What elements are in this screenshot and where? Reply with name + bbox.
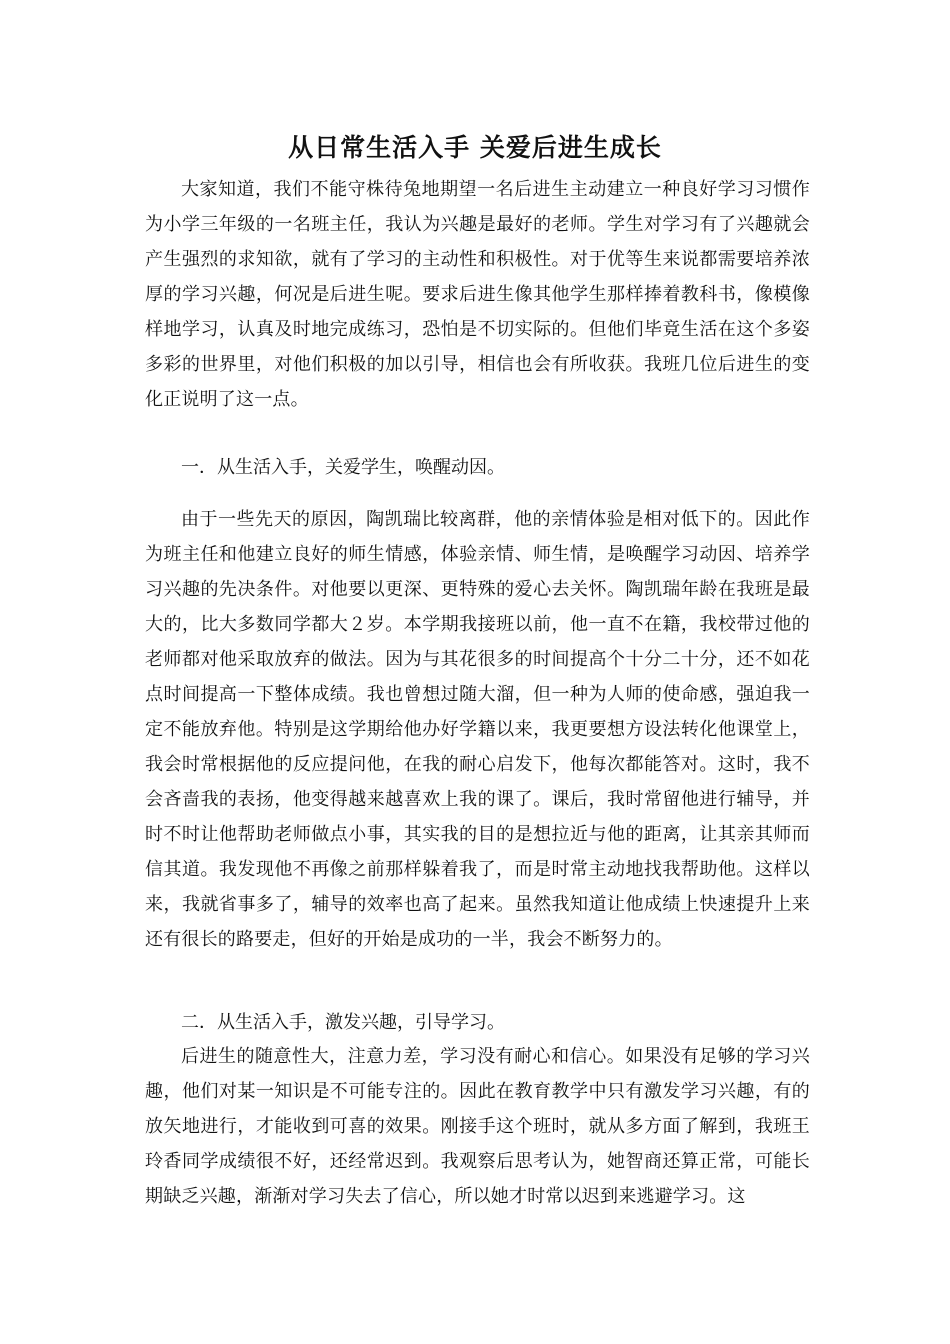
section-heading-2: 二．从生活入手，激发兴趣，引导学习。 [181,1012,505,1033]
document-title: 从日常生活入手 关爱后进生成长 [288,133,662,162]
paragraph-intro: 大家知道，我们不能守株待兔地期望一名后进生主动建立一种良好学习习惯作为小学三年级的一名班主任，我认为兴趣是最好的老师。学生对学习有了兴趣就会产生强烈的求知欲，就有了学习的主动性和积极性。对于优等生来说都需要培养浓厚的学习兴趣，何况是后进生呢。要求后进生像其他学生那样捧着教科书，像模像样地学习，认真及时地完成练习，恐怕是不切实际的。但他们毕竟生活在这个多姿多彩的世界里，对他们积极的加以引导，相信也会有所收获。我班几位后进生的变化正说明了这一点。 [145,179,810,410]
section-heading-1: 一．从生活入手，关爱学生，唤醒动因。 [181,457,505,478]
paragraph-section-2: 后进生的随意性大，注意力差，学习没有耐心和信心。如果没有足够的学习兴趣，他们对某一知识是不可能专注的。因此在教育教学中只有激发学习兴趣，有的放矢地进行，才能收到可喜的效果。刚接手这个班时，就从多方面了解到，我班王玲香同学成绩很不好，还经常迟到。我观察后思考认为，她智商还算正常，可能长期缺乏兴趣，渐渐对学习失去了信心，所以她才时常以迟到来逃避学习。这 [145,1046,810,1207]
paragraph-section-1: 由于一些先天的原因，陶凯瑞比较离群，他的亲情体验是相对低下的。因此作为班主任和他建立良好的师生情感，体验亲情、师生情，是唤醒学习动因、培养学习兴趣的先决条件。对他要以更深、更特殊的爱心去关怀。陶凯瑞年龄在我班是最大的，比大多数同学都大２岁。本学期我接班以前，他一直不在籍，我校带过他的老师都对他采取放弃的做法。因为与其花很多的时间提高个十分二十分，还不如花点时间提高一下整体成绩。我也曾想过随大溜，但一种为人师的使命感，强迫我一定不能放弃他。特别是这学期给他办好学籍以来，我更要想方设法转化他课堂上，我会时常根据他的反应提问他，在我的耐心启发下，他每次都能答对。这时，我不会吝啬我的表扬，他变得越来越喜欢上我的课了。课后，我时常留他进行辅导，并时不时让他帮助老师做点小事，其实我的目的是想拉近与他的距离，让其亲其师而信其道。我发现他不再像之前那样躲着我了，而是时常主动地找我帮助他。这样以来，我就省事多了，辅导的效率也高了起来。虽然我知道让他成绩上快速提升上来还有很长的路要走，但好的开始是成功的一半，我会不断努力的。 [145,509,810,950]
